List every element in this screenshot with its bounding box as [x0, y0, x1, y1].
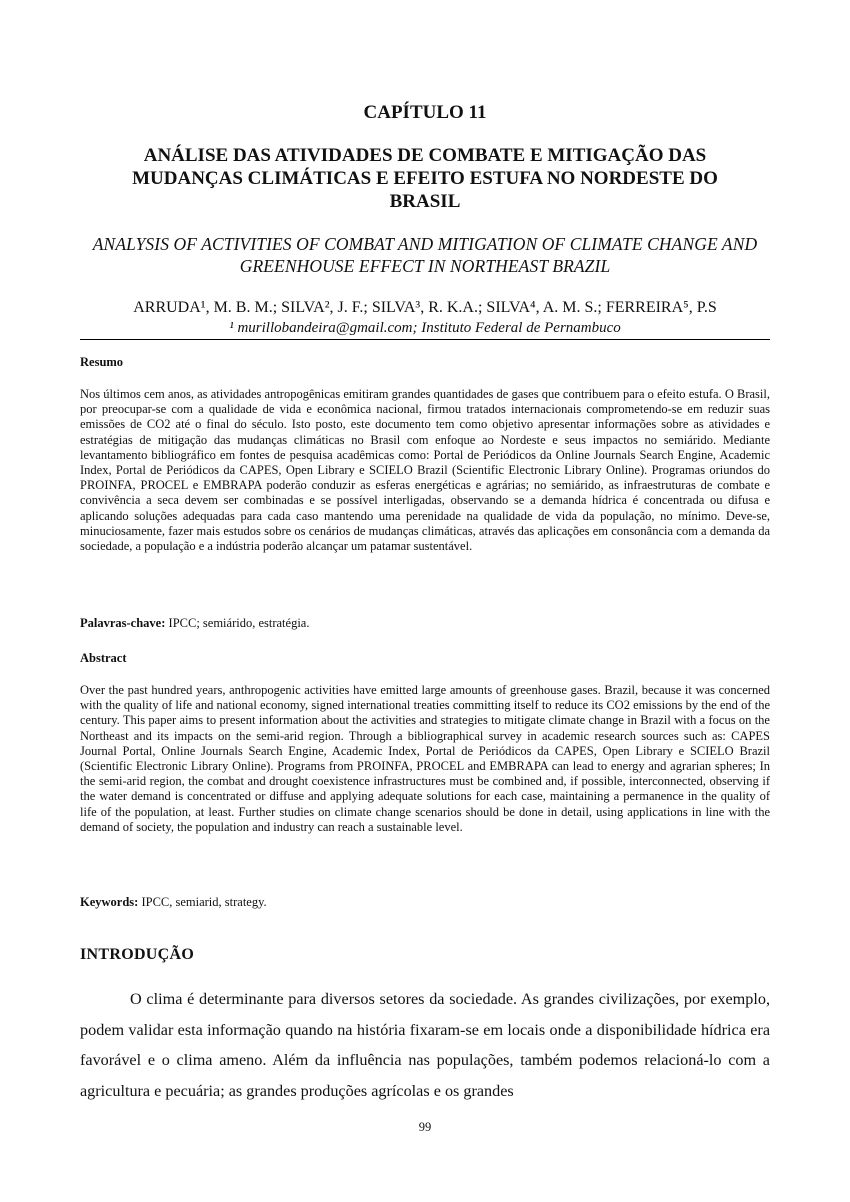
- title-english: ANALYSIS OF ACTIVITIES OF COMBAT AND MITIGATION OF CLIMATE CHANGE AND GREENHOUSE EFFECT IN NORTHEAST BRAZIL: [92, 234, 758, 276]
- resumo-text: Nos últimos cem anos, as atividades antropogênicas emitiram grandes quantidades de gases que contribuem para o efeito estufa. O Brasil, por preocupar-se com a qualidade de vida e econômica nacional, firmou tratados internacionais comprometendo-se em reduzir suas emissões de CO2 até o final do século. Isto posto, este documento tem como objetivo apresentar informações sobre as atividades e estratégias de mitigação das mudanças climáticas no Brasil com enfoque ao Nordeste e seus impactos no semiárido. Mediante levantamento bibliográfico em fontes de pesquisa acadêmicas como: Portal de Periódicos da Online Journals Search Engine, Academic Index, Portal de Periódicos da CAPES, Open Library e SCIELO Brazil (Scientific Electronic Library Online). Programas oriundos do PROINFA, PROCEL e EMBRAPA poderão conduzir as esferas energéticas e agrárias; no semiárido, as infraestruturas de combate e convivência a seca devem ser combinadas e se possível interligadas, observando se a demanda hídrica é concentrada ou difusa e aplicando soluções adequadas para cada caso mantendo uma perenidade na qualidade de vida da população, no mínimo. Deve-se, minuciosamente, fazer mais estudos sobre os cenários de mudanças climáticas, através das aplicações em consonância com a demanda da sociedade, a população e a indústria poderão alcançar um patamar sustentável.: [80, 387, 770, 554]
- title-portuguese: ANÁLISE DAS ATIVIDADES DE COMBATE E MITIGAÇÃO DAS MUDANÇAS CLIMÁTICAS E EFEITO ESTUFA NO NORDESTE DO BRASIL: [132, 145, 718, 212]
- abstract-keywords-label: Keywords:: [80, 895, 139, 909]
- resumo-keywords-value: IPCC; semiárido, estratégia.: [168, 616, 310, 630]
- abstract-heading: Abstract: [80, 651, 127, 665]
- abstract-text: Over the past hundred years, anthropogenic activities have emitted large amounts of greenhouse gases. Brazil, because it was concerned with the quality of life and national economy, signed international treaties committing itself to reduce its CO2 emissions by the end of the century. This paper aims to present information about the activities and strategies to mitigate climate change in Brazil with a focus on the Northeast and its impacts on the semi-arid region. Through a bibliographical survey in academic research sources such as: CAPES Journal Portal, Online Journals Search Engine, Academic Index, Portal de Periódicos da CAPES, Open Library e SCIELO Brazil (Scientific Electronic Library Online). Programs from PROINFA, PROCEL and EMBRAPA can lead to energy and agrarian spheres; In the semi-arid region, the combat and drought coexistence infrastructures must be combined and, if possible, interconnected, observing if the water demand is concentrated or diffuse and applying adequate solutions for each case, maintaining a permanence in the quality of life of the population, at least. Further studies on climate change scenarios should be done in detail, using applications in line with the demand of society, the population and industry can reach a sustainable level.: [80, 683, 770, 834]
- page-number: 99: [418, 1120, 432, 1134]
- author-affiliation: ¹ murillobandeira@gmail.com; Instituto Federal de Pernambuco: [229, 320, 621, 336]
- header-divider: [80, 339, 770, 340]
- abstract-keywords: [80, 895, 770, 910]
- resumo-heading: Resumo: [80, 355, 124, 369]
- chapter-label: CAPÍTULO 11: [363, 102, 487, 123]
- introduction-heading: INTRODUÇÃO: [80, 946, 195, 963]
- introduction-text: O clima é determinante para diversos setores da sociedade. As grandes civilizações, por exemplo, podem validar esta informação quando na história fixaram-se em locais onde a disponibilidade hídrica era favorável e o clima ameno. Além da influência nas populações, também podemos relacioná-lo com a agricultura e pecuária; as grandes produções agrícolas e os grandes: [80, 990, 770, 1100]
- resumo-keywords-label: Palavras-chave:: [80, 616, 166, 630]
- resumo-keywords: [80, 616, 770, 631]
- abstract-keywords-value: IPCC, semiarid, strategy.: [141, 895, 267, 909]
- author-list: ARRUDA¹, M. B. M.; SILVA², J. F.; SILVA³, R. K.A.; SILVA⁴, A. M. S.; FERREIRA⁵, P.S: [133, 299, 717, 316]
